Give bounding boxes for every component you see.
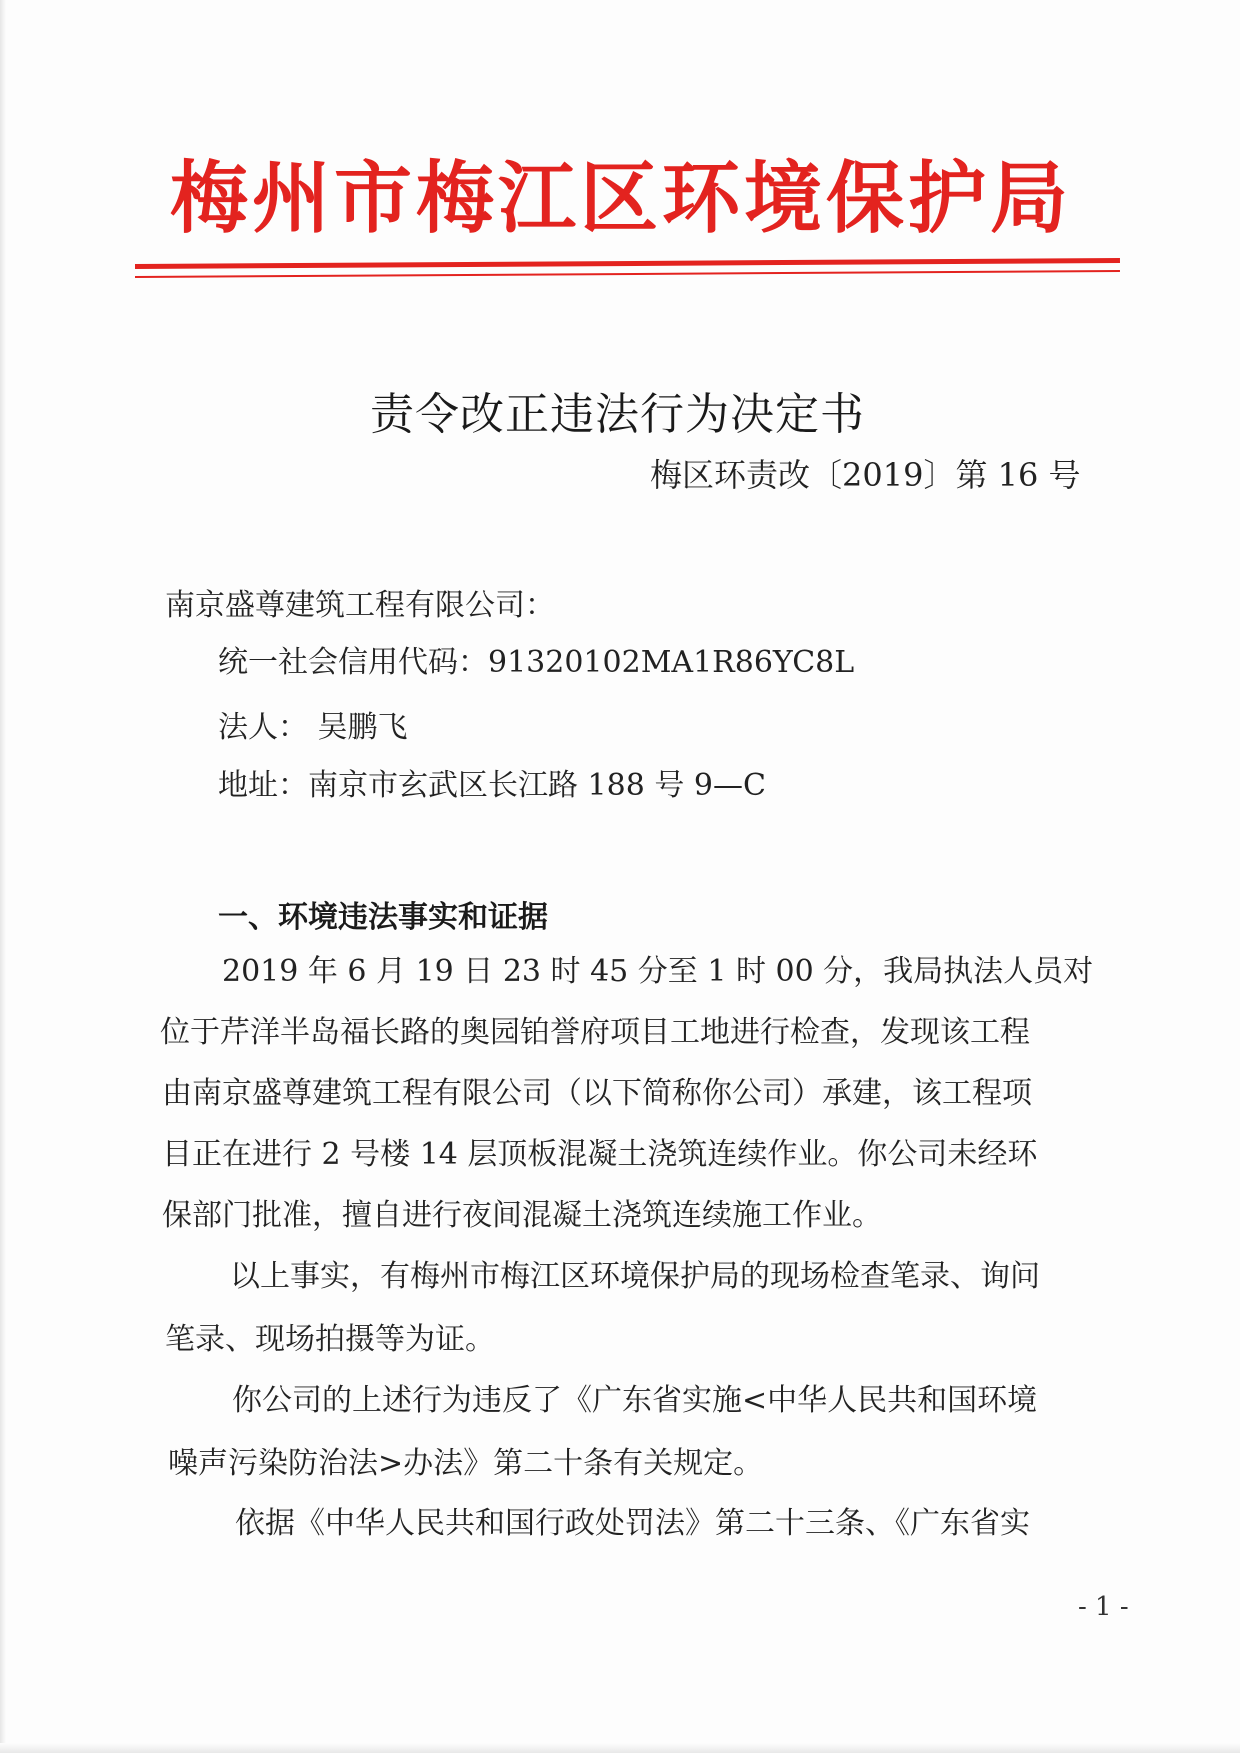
scan-edge-bottom bbox=[0, 1743, 1240, 1753]
letterhead-red-rule-thick bbox=[135, 258, 1120, 269]
scan-edge-left bbox=[0, 0, 6, 1753]
body-line: 2019 年 6 月 19 日 23 时 45 分至 1 时 00 分，我局执法人员对 bbox=[222, 954, 1094, 989]
letterhead-org-name: 梅州市梅江区环境保护局 bbox=[170, 153, 1073, 244]
body-line: 保部门批准，擅自进行夜间混凝土浇筑连续施工作业。 bbox=[162, 1198, 882, 1233]
section-heading-violation-facts: 一、环境违法事实和证据 bbox=[218, 900, 548, 935]
body-line: 笔录、现场拍摄等为证。 bbox=[165, 1322, 495, 1357]
recipient-legal-person: 法人： 吴鹏飞 bbox=[218, 710, 408, 745]
body-line: 以上事实，有梅州市梅江区环境保护局的现场检查笔录、询问 bbox=[230, 1259, 1040, 1294]
body-line: 由南京盛尊建筑工程有限公司（以下简称你公司）承建，该工程项 bbox=[162, 1076, 1032, 1111]
body-line: 目正在进行 2 号楼 14 层顶板混凝土浇筑连续作业。你公司未经环 bbox=[162, 1137, 1038, 1172]
document-number: 梅区环责改〔2019〕第 16 号 bbox=[650, 456, 1081, 494]
recipient-address: 地址：南京市玄武区长江路 188 号 9—C bbox=[218, 768, 766, 803]
body-line: 依据《中华人民共和国行政处罚法》第二十三条、《广东省实 bbox=[235, 1506, 1030, 1541]
page-number: - 1 - bbox=[1078, 1592, 1129, 1622]
recipient-credit-code: 统一社会信用代码：91320102MA1R86YC8L bbox=[218, 645, 855, 680]
body-line: 噪声污染防治法>办法》第二十条有关规定。 bbox=[168, 1446, 764, 1481]
body-line: 位于芹洋半岛福长路的奥园铂誉府项目工地进行检查，发现该工程 bbox=[160, 1015, 1030, 1050]
document-title: 责令改正违法行为决定书 bbox=[370, 389, 865, 440]
recipient-name: 南京盛尊建筑工程有限公司： bbox=[165, 588, 555, 623]
letterhead-red-rule-thin bbox=[135, 270, 1120, 278]
body-line: 你公司的上述行为违反了《广东省实施<中华人民共和国环境 bbox=[232, 1383, 1038, 1418]
